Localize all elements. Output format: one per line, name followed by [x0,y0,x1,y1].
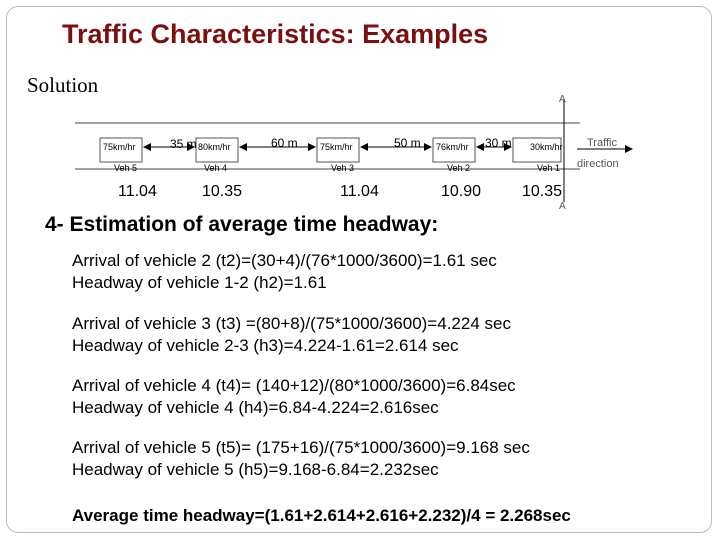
vehicle-4 [196,138,238,173]
section-heading: 4- Estimation of average time headway: [45,213,439,236]
section-label-bottom: A [559,201,566,212]
vehicle-4-label: Veh 4 [204,163,228,173]
vehicle-1 [513,138,563,173]
vehicle-3-label: Veh 3 [331,163,355,173]
gap-label-3-2: 50 m [394,136,421,150]
calc-line: Arrival of vehicle 2 (t2)=(30+4)/(76*1000/3600)=1.61 sec [72,251,497,270]
direction-label-2: direction [577,158,619,170]
vehicle-5-label: Veh 5 [114,163,138,173]
calc-line: Arrival of vehicle 5 (t5)= (175+16)/(75*1000/3600)=9.168 sec [72,438,530,457]
vehicle-3 [317,138,359,173]
vehicle-2 [433,138,475,173]
gap-label-4-3: 60 m [271,136,298,150]
headway-value: 11.04 [118,183,157,200]
calc-line: Headway of vehicle 2-3 (h3)=4.224-1.61=2.614 sec [72,336,459,355]
vehicle-3-speed: 75km/hr [320,142,353,152]
headway-value: 10.90 [441,183,482,200]
gap-label-2-1: 30 m [485,136,512,150]
headway-value: 11.04 [340,183,379,200]
solution-label: Solution [27,73,99,97]
vehicle-2-speed: 76km/hr [436,142,469,152]
vehicle-5-speed: 75km/hr [103,142,136,152]
calc-line: Headway of vehicle 5 (h5)=9.168-6.84=2.232sec [72,460,439,479]
headway-value: 10.35 [522,183,563,200]
vehicle-1-label: Veh 1 [537,163,561,173]
vehicle-4-speed: 80km/hr [198,142,231,152]
vehicle-5 [100,138,142,173]
direction-label-1: Traffic [587,137,617,149]
calc-line: Headway of vehicle 1-2 (h2)=1.61 [72,273,327,292]
average-headway-result: Average time headway=(1.61+2.614+2.616+2.232)/4 = 2.268sec [72,506,571,525]
gap-label-5-4: 35 m [170,137,197,151]
calc-line: Headway of vehicle 4 (h4)=6.84-4.224=2.616sec [72,398,439,417]
vehicle-1-speed: 30km/hr [530,142,563,152]
vehicle-2-label: Veh 2 [447,163,471,173]
section-label-top: A [559,94,566,105]
calc-line: Arrival of vehicle 4 (t4)= (140+12)/(80*1000/3600)=6.84sec [72,376,516,395]
slide-title: Traffic Characteristics: Examples [62,19,489,49]
calc-line: Arrival of vehicle 3 (t3) =(80+8)/(75*1000/3600)=4.224 sec [72,314,511,333]
headway-value: 10.35 [202,183,243,200]
